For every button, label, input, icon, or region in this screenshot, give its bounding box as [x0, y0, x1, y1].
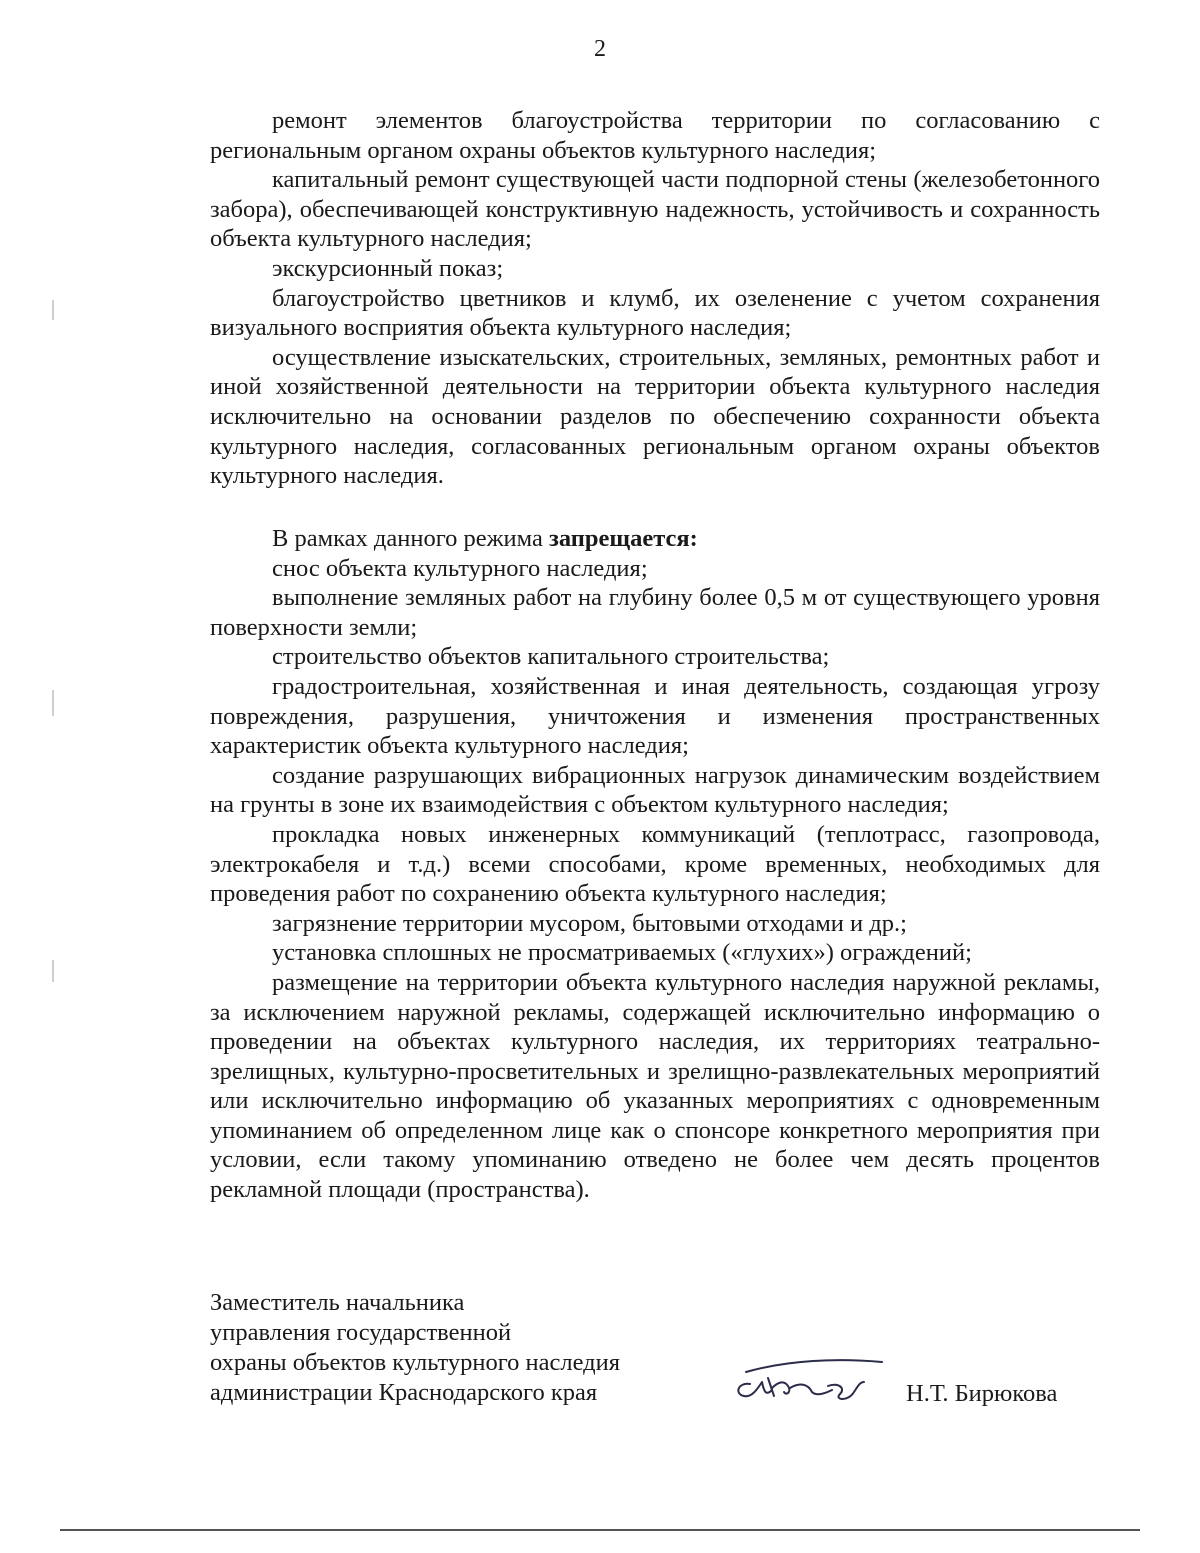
forbidden-item: прокладка новых инженерных коммуникаций (теплотрасс, газопровода, электрокабеля и т.д.) всеми способами, кроме временных, необходимых для проведения работ по сохранению объекта культурного наследия;: [210, 820, 1100, 908]
signer-position-line: администрации Краснодарского края: [210, 1379, 598, 1406]
forbidden-item: строительство объектов капитального строительства;: [272, 643, 830, 671]
signer-position: [210, 1288, 770, 1408]
allowed-item: экскурсионный показ;: [272, 254, 504, 282]
scan-artifact: [52, 960, 54, 982]
allowed-item: капитальный ремонт существующей части подпорной стены (железобетонного забора), обеспечивающей конструктивную надежность, устойчивость и сохранность объекта культурного наследия;: [210, 166, 1100, 253]
forbidden-item: снос объекта культурного наследия;: [272, 554, 648, 582]
signer-position-line: охраны объектов культурного наследия: [210, 1349, 621, 1376]
forbidden-item: загрязнение территории мусором, бытовыми отходами и др.;: [272, 909, 907, 937]
scan-artifact: [52, 300, 54, 320]
page-number: 2: [594, 36, 606, 62]
forbidden-item: установка сплошных не просматриваемых («глухих») ограждений;: [272, 939, 972, 967]
allowed-item: благоустройство цветников и клумб, их озеленение с учетом сохранения визуального восприятия объекта культурного наследия;: [210, 284, 1100, 342]
forbidden-item: градостроительная, хозяйственная и иная деятельность, создающая угрозу повреждения, разрушения, уничтожения и изменения пространственных характеристик объекта культурного наследия;: [210, 672, 1100, 760]
signer-name: Н.Т. Бирюкова: [906, 1380, 1058, 1407]
handwritten-signature: [728, 1352, 888, 1412]
forbidden-heading-bold: запрещается:: [549, 525, 698, 552]
scan-artifact: [52, 690, 54, 716]
allowed-item: ремонт элементов благоустройства территории по согласованию с региональным органом охраны объектов культурного наследия;: [210, 107, 1100, 164]
signer-position-line: управления государственной: [210, 1319, 512, 1346]
allowed-item: осуществление изыскательских, строительных, земляных, ремонтных работ и иной хозяйственной деятельности на территории объекта культурного наследия исключительно на основании разделов по обеспечению сохранности объекта культурного наследия, согласованных региональным органом охраны объектов культурного наследия.: [210, 343, 1100, 490]
allowed-activities-list: [210, 106, 1100, 491]
signer-position-line: Заместитель начальника: [210, 1289, 465, 1316]
forbidden-item: создание разрушающих вибрационных нагрузок динамическим воздействием на грунты в зоне их взаимодействия с объектом культурного наследия;: [210, 761, 1100, 819]
forbidden-heading: [210, 524, 1100, 554]
bottom-edge-line: [60, 1529, 1140, 1531]
forbidden-item: размещение на территории объекта культурного наследия наружной рекламы, за исключением наружной рекламы, содержащей исключительно информацию о проведении на объектах культурного наследия, их территориях театрально-зрелищных, культурно-просветительных и зрелищно-развлекательных мероприятий или исключительно информацию об указанных мероприятиях с одновременным упоминанием об определенном лице как о спонсоре конкретного мероприятия при условии, если такому упоминанию отведено не более чем десять процентов рекламной площади (пространства).: [210, 968, 1100, 1204]
forbidden-item: выполнение земляных работ на глубину более 0,5 м от существующего уровня поверхности земли;: [210, 584, 1100, 641]
forbidden-heading-prefix: В рамках данного режима: [272, 525, 550, 552]
forbidden-activities-list: [210, 524, 1100, 1205]
